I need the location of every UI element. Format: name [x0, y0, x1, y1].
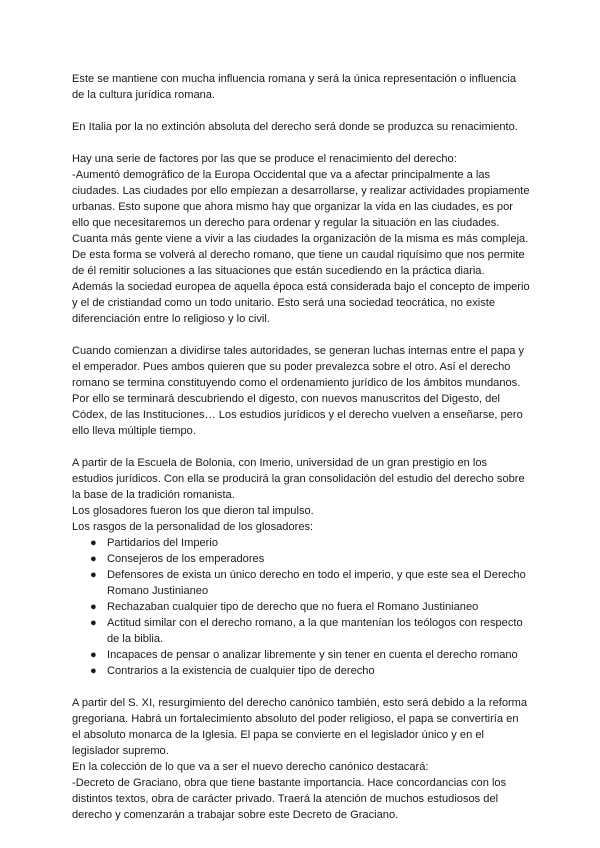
bullet-icon: ●: [90, 537, 97, 549]
spacer: [72, 103, 530, 119]
list-item: [90, 599, 530, 615]
list-item-text: Defensores de exista un único derecho en todo el imperio, y que este sea el Derecho Romano Justinianeo: [107, 569, 526, 597]
list-item-text: Actitud similar con el derecho romano, a la que mantenían los teólogos con respecto de la biblia.: [107, 617, 523, 645]
list-item-text: Partidarios del Imperio: [107, 537, 218, 549]
bullet-icon: ●: [90, 649, 97, 661]
paragraph-9: Los rasgos de la personalidad de los glosadores:: [72, 521, 314, 533]
spacer: [72, 327, 530, 343]
list-item: [90, 647, 530, 663]
bullet-icon: ●: [90, 665, 97, 677]
spacer: [72, 439, 530, 455]
paragraph-6: Cuando comienzan a dividirse tales autoridades, se generan luchas internas entre el papa y el emperador. Pues ambos quieren que su poder prevalezca sobre el otro. Así el derecho romano se termina constituyendo como el ordenamiento jurídico de los ámbitos mundanos. Por ello se terminará descubriendo el digesto, con nuevos manuscritos del Digesto, del Códex, de las Instituciones… Los estudios jurídicos y el derecho vuelven a enseñarse, pero ello lleva múltiple tiempo.: [72, 345, 525, 437]
paragraph-3: Hay una serie de factores por las que se produce el renacimiento del derecho:: [72, 153, 457, 165]
paragraph-10: A partir del S. XI, resurgimiento del derecho canónico también, esto será debido a la reforma gregoriana. Habrá un fortalecimiento absoluto del poder religioso, el papa se convertiría en el absoluto monarca de la Iglesia. El papa se convierte en el legislador único y en el legislador supremo.: [72, 697, 528, 757]
paragraph-7: A partir de la Escuela de Bolonia, con Imerio, universidad de un gran prestigio en los estudios jurídicos. Con ella se producirá la gran consolidación del estudio del derecho sobre la base de la tradición romanista.: [72, 457, 525, 501]
list-item: [90, 615, 530, 647]
spacer: [72, 679, 530, 695]
list-item: [90, 663, 530, 679]
bullet-icon: ●: [90, 569, 97, 581]
paragraph-5: Además la sociedad europea de aquella época está considerada bajo el concepto de imperio y el de cristiandad como un todo unitario. Esto será una sociedad teocrática, no existe diferenciación entre lo religioso y lo civil.: [72, 281, 530, 325]
paragraph-8: Los glosadores fueron los que dieron tal impulso.: [72, 505, 314, 517]
paragraph-11: En la colección de lo que va a ser el nuevo derecho canónico destacará:: [72, 761, 429, 773]
list-item-text: Rechazaban cualquier tipo de derecho que no fuera el Romano Justinianeo: [107, 601, 479, 613]
list-item: [90, 535, 530, 551]
list-item: [90, 567, 530, 599]
paragraph-4: -Aumentó demográfico de la Europa Occidental que va a afectar principalmente a las ciudades. Las ciudades por ello empiezan a desarrollarse, y realizar actividades propiamente urbanas. Esto supone que ahora mismo hay que organizar la vida en las ciudades, es por ello que necesitaremos un derecho para ordenar y regular la situación en las ciudades. Cuanta más gente viene a vivir a las ciudades la organización de la misma es más compleja. De esta forma se volverá al derecho romano, que tiene un caudal riquísimo que nos permite de él remitir soluciones a las situaciones que están sucediendo en la práctica diaria.: [72, 169, 530, 277]
list-item-text: Contrarios a la existencia de cualquier tipo de derecho: [107, 665, 375, 677]
list-item-text: Incapaces de pensar o analizar libremente y sin tener en cuenta el derecho romano: [107, 649, 518, 661]
paragraph-12: -Decreto de Graciano, obra que tiene bastante importancia. Hace concordancias con los distintos textos, obra de carácter privado. Traerá la atención de muchos estudiosos del derecho y comenzarán a trabajar sobre este Decreto de Graciano.: [72, 777, 507, 821]
bullet-icon: ●: [90, 553, 97, 565]
paragraph-2: En Italia por la no extinción absoluta del derecho será donde se produzca su renacimiento.: [72, 121, 518, 133]
bullet-icon: ●: [90, 601, 97, 613]
paragraph-1: Este se mantiene con mucha influencia romana y será la única representación o influencia de la cultura jurídica romana.: [72, 73, 517, 101]
glosadores-traits-list: [72, 535, 530, 679]
spacer: [72, 135, 530, 151]
bullet-icon: ●: [90, 617, 97, 629]
list-item: [90, 551, 530, 567]
list-item-text: Consejeros de los emperadores: [107, 553, 265, 565]
